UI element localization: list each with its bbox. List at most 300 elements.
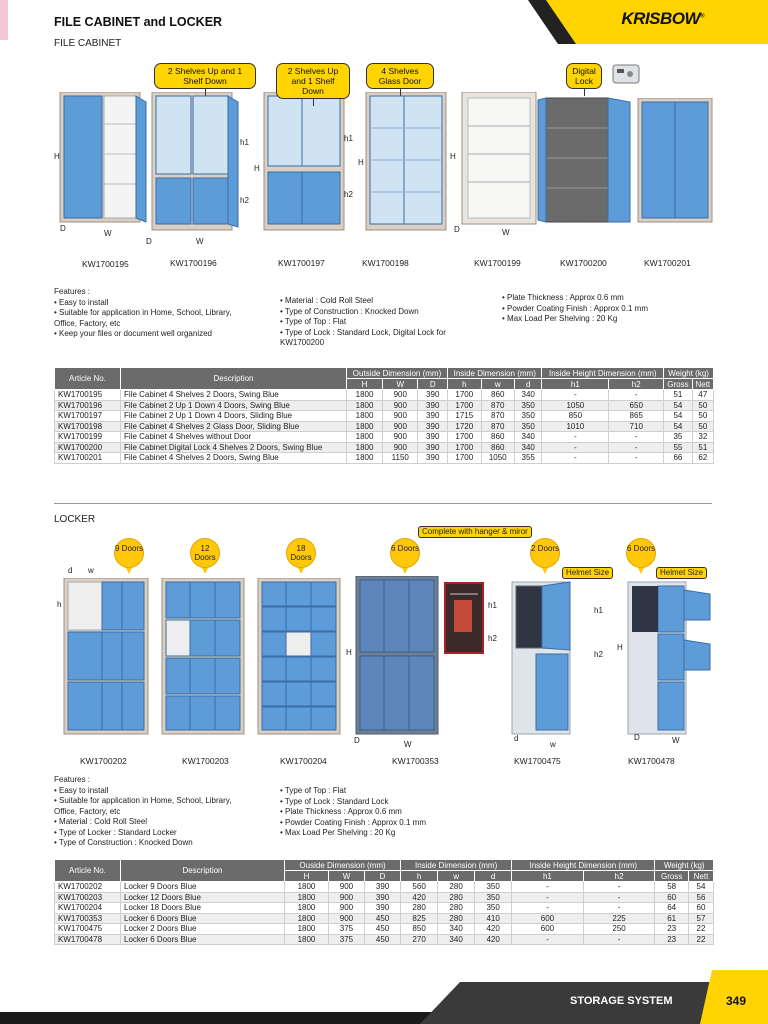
locker-kw1700202-image	[62, 578, 152, 738]
value-cell: -	[609, 390, 664, 401]
value-cell: 825	[401, 913, 438, 924]
dim-label: h1	[594, 606, 603, 615]
dim-label: H	[54, 152, 60, 161]
col-subheader: H	[285, 871, 329, 882]
col-header-article: Article No.	[55, 368, 121, 390]
description-cell: File Cabinet 2 Up 1 Down 4 Doors, Swing Blue	[121, 400, 347, 411]
description-cell: File Cabinet 4 Shelves without Door	[121, 432, 347, 443]
value-cell: 860	[481, 432, 514, 443]
col-subheader: Nett	[688, 871, 713, 882]
table-row	[55, 432, 714, 443]
product-code: KW1700202	[80, 756, 127, 766]
description-cell: Locker 2 Doors Blue	[121, 924, 285, 935]
col-subheader: Nett	[692, 379, 713, 390]
dim-label: d	[514, 734, 519, 743]
section-divider	[54, 503, 712, 504]
dim-label: W	[672, 736, 680, 745]
value-cell: 1700	[448, 442, 481, 453]
pin-6-doors-helmet: 6 Doors	[626, 538, 656, 578]
value-cell: 225	[583, 913, 655, 924]
description-cell: File Cabinet 2 Up 1 Down 4 Doors, Sliding Blue	[121, 411, 347, 422]
value-cell: 1800	[347, 421, 383, 432]
product-code: KW1700198	[362, 258, 409, 268]
locker-features-col1	[54, 775, 231, 849]
feature-item: • Type of Lock : Standard Lock	[280, 796, 389, 806]
value-cell: 1715	[448, 411, 481, 422]
cabinet-kw1700199-image	[460, 92, 540, 232]
locker-features-col2	[280, 786, 426, 839]
value-cell: 390	[418, 442, 448, 453]
col-header-inside-height: Inside Height Dimension (mm)	[512, 860, 655, 871]
value-cell: 270	[401, 934, 438, 945]
col-subheader: D	[418, 379, 448, 390]
locker-kw1700203-image	[160, 578, 248, 738]
cabinet-spec-table	[54, 367, 714, 464]
value-cell: 1010	[542, 421, 609, 432]
value-cell: 350	[475, 892, 512, 903]
cabinet-kw1700195-image	[58, 92, 148, 232]
product-code: KW1700475	[514, 756, 561, 766]
description-cell: File Cabinet 4 Shelves 2 Doors, Swing Blue	[121, 390, 347, 401]
dim-label: H	[346, 648, 352, 657]
value-cell: 54	[664, 411, 692, 422]
value-cell: 600	[512, 924, 584, 935]
dim-label: h1	[240, 138, 249, 147]
col-header-inside: Inside Dimension (mm)	[401, 860, 512, 871]
value-cell: 250	[583, 924, 655, 935]
table-row	[55, 903, 714, 914]
col-header-weight: Weight (kg)	[655, 860, 714, 871]
dim-label: h2	[240, 196, 249, 205]
product-code: KW1700195	[82, 259, 129, 269]
value-cell: 900	[328, 913, 364, 924]
value-cell: 1700	[448, 432, 481, 443]
value-cell: 23	[655, 934, 689, 945]
table-row	[55, 892, 714, 903]
value-cell: 54	[664, 421, 692, 432]
product-code: KW1700200	[560, 258, 607, 268]
value-cell: 1050	[542, 400, 609, 411]
product-code: KW1700353	[392, 756, 439, 766]
value-cell: 375	[328, 924, 364, 935]
page-title: FILE CABINET and LOCKER	[54, 15, 223, 29]
locker-kw1700353-image	[354, 576, 442, 738]
value-cell: 450	[365, 924, 401, 935]
article-cell: KW1700200	[55, 442, 121, 453]
features-heading: Features :	[54, 287, 91, 296]
article-cell: KW1700195	[55, 390, 121, 401]
value-cell: 280	[438, 892, 475, 903]
product-code: KW1700196	[170, 258, 217, 268]
value-cell: 47	[692, 390, 713, 401]
value-cell: 54	[688, 882, 713, 893]
dim-label: H	[450, 152, 456, 161]
value-cell: 420	[475, 924, 512, 935]
dim-label: h2	[488, 634, 497, 643]
feature-item: • Suitable for application in Home, School, Library,	[54, 796, 232, 805]
dim-label: w	[550, 740, 556, 749]
col-subheader: d	[475, 871, 512, 882]
col-subheader: w	[481, 379, 514, 390]
col-subheader: D	[365, 871, 401, 882]
section-title-locker: LOCKER	[54, 514, 96, 525]
product-code: KW1700197	[278, 258, 325, 268]
article-cell: KW1700203	[55, 892, 121, 903]
article-cell: KW1700201	[55, 453, 121, 464]
value-cell: 1700	[448, 400, 481, 411]
description-cell: Locker 18 Doors Blue	[121, 903, 285, 914]
value-cell: 390	[418, 411, 448, 422]
col-subheader: h	[448, 379, 481, 390]
col-subheader: h1	[542, 379, 609, 390]
value-cell: -	[542, 442, 609, 453]
value-cell: -	[542, 432, 609, 443]
value-cell: 350	[514, 421, 541, 432]
value-cell: -	[609, 442, 664, 453]
value-cell: 1800	[285, 892, 329, 903]
pin-12-doors: 12 Doors	[190, 538, 220, 578]
description-cell: Locker 6 Doors Blue	[121, 934, 285, 945]
feature-item: • Type of Construction : Knocked Down	[280, 306, 419, 316]
dim-label: D	[634, 733, 640, 742]
callout-glass-door: 4 Shelves Glass Door	[366, 63, 434, 89]
feature-item: • Material : Cold Roll Steel	[54, 817, 148, 826]
value-cell: -	[609, 453, 664, 464]
cabinet-features-col2	[280, 296, 446, 349]
value-cell: 57	[688, 913, 713, 924]
feature-item: • Suitable for application in Home, School, Library,	[54, 308, 232, 317]
value-cell: 350	[475, 882, 512, 893]
col-subheader: W	[328, 871, 364, 882]
dim-label: W	[502, 228, 510, 237]
col-subheader: W	[383, 379, 418, 390]
col-header-outside: Ouside Dimension (mm)	[285, 860, 401, 871]
product-code: KW1700201	[644, 258, 691, 268]
value-cell: 390	[418, 421, 448, 432]
callout-shelves-kw1700197: 2 Shelves Up and 1 Shelf Down	[276, 63, 350, 99]
value-cell: 900	[383, 421, 418, 432]
dim-label: H	[617, 643, 623, 652]
pin-6-doors: 6 Doors	[390, 538, 420, 578]
cabinet-features-col3	[502, 293, 648, 325]
value-cell: -	[512, 934, 584, 945]
value-cell: 340	[438, 934, 475, 945]
product-code: KW1700203	[182, 756, 229, 766]
table-row	[55, 400, 714, 411]
section-title-file-cabinet: FILE CABINET	[54, 38, 122, 49]
description-cell: Locker 6 Doors Blue	[121, 913, 285, 924]
pin-2-doors: 2 Doors	[530, 538, 560, 578]
value-cell: 280	[401, 903, 438, 914]
article-cell: KW1700198	[55, 421, 121, 432]
value-cell: -	[583, 882, 655, 893]
description-cell: Locker 9 Doors Blue	[121, 882, 285, 893]
value-cell: 340	[514, 432, 541, 443]
value-cell: 860	[481, 442, 514, 453]
value-cell: -	[542, 390, 609, 401]
value-cell: 340	[514, 442, 541, 453]
feature-item: Office, Factory, etc	[54, 318, 121, 328]
description-cell: File Cabinet Digital Lock 4 Shelves 2 Doors, Swing Blue	[121, 442, 347, 453]
value-cell: -	[583, 892, 655, 903]
dim-label: w	[88, 566, 94, 575]
value-cell: 280	[438, 903, 475, 914]
article-cell: KW1700197	[55, 411, 121, 422]
article-cell: KW1700196	[55, 400, 121, 411]
dim-label: h1	[488, 601, 497, 610]
dim-label: h	[57, 600, 62, 609]
value-cell: 280	[438, 913, 475, 924]
value-cell: 58	[655, 882, 689, 893]
value-cell: 1800	[285, 934, 329, 945]
value-cell: 1800	[285, 924, 329, 935]
value-cell: 350	[514, 411, 541, 422]
feature-item: • Easy to install	[54, 785, 109, 795]
value-cell: 900	[328, 882, 364, 893]
product-code: KW1700478	[628, 756, 675, 766]
value-cell: 390	[365, 892, 401, 903]
dim-label: D	[60, 224, 66, 233]
cabinet-kw1700201-image	[636, 98, 716, 228]
value-cell: 390	[418, 390, 448, 401]
value-cell: 375	[328, 934, 364, 945]
article-cell: KW1700478	[55, 934, 121, 945]
description-cell: File Cabinet 4 Shelves 2 Doors, Swing Blue	[121, 453, 347, 464]
dim-label: W	[196, 237, 204, 246]
value-cell: 280	[438, 882, 475, 893]
col-subheader: Gross	[664, 379, 692, 390]
dim-label: W	[104, 229, 112, 238]
dim-label: H	[358, 158, 364, 167]
product-code: KW1700204	[280, 756, 327, 766]
value-cell: 51	[692, 442, 713, 453]
value-cell: 56	[688, 892, 713, 903]
product-code: KW1700199	[474, 258, 521, 268]
value-cell: 710	[609, 421, 664, 432]
table-row	[55, 882, 714, 893]
col-header-description: Description	[121, 368, 347, 390]
feature-item: • Type of Construction : Knocked Down	[54, 838, 193, 847]
value-cell: 450	[365, 913, 401, 924]
value-cell: 450	[365, 934, 401, 945]
value-cell: 900	[383, 390, 418, 401]
tag-hanger-mirror: Complete with hanger & miror	[418, 526, 532, 538]
value-cell: 340	[438, 924, 475, 935]
feature-item: • Type of Lock : Standard Lock, Digital Lock for	[280, 327, 446, 337]
description-cell: Locker 12 Doors Blue	[121, 892, 285, 903]
value-cell: 390	[365, 903, 401, 914]
callout-digital-lock: Digital Lock	[566, 63, 602, 89]
dim-label: W	[404, 740, 412, 749]
value-cell: 1800	[347, 411, 383, 422]
feature-item: • Powder Coating Finish : Approx 0.1 mm	[280, 817, 426, 827]
value-cell: -	[542, 453, 609, 464]
value-cell: 390	[418, 432, 448, 443]
article-cell: KW1700202	[55, 882, 121, 893]
value-cell: -	[512, 892, 584, 903]
value-cell: 420	[475, 934, 512, 945]
value-cell: 22	[688, 934, 713, 945]
value-cell: 1800	[347, 400, 383, 411]
value-cell: 420	[401, 892, 438, 903]
value-cell: 60	[655, 892, 689, 903]
feature-item: Office, Factory, etc	[54, 806, 121, 816]
value-cell: 900	[383, 442, 418, 453]
value-cell: 900	[328, 903, 364, 914]
callout-shelves-kw1700196: 2 Shelves Up and 1 Shelf Down	[154, 63, 256, 89]
value-cell: -	[583, 903, 655, 914]
value-cell: 22	[688, 924, 713, 935]
table-row	[55, 421, 714, 432]
tag-helmet-size: Helmet Size	[656, 567, 707, 579]
table-row	[55, 390, 714, 401]
value-cell: 32	[692, 432, 713, 443]
value-cell: 64	[655, 903, 689, 914]
cabinet-features-col1	[54, 287, 231, 340]
article-cell: KW1700199	[55, 432, 121, 443]
col-subheader: h1	[512, 871, 584, 882]
locker-kw1700478-image	[626, 580, 714, 740]
feature-item: • Max Load Per Shelving : 20 Kg	[280, 828, 396, 837]
value-cell: 1800	[285, 903, 329, 914]
value-cell: 1800	[347, 390, 383, 401]
value-cell: 50	[692, 411, 713, 422]
value-cell: 600	[512, 913, 584, 924]
value-cell: 1800	[285, 882, 329, 893]
value-cell: 870	[481, 421, 514, 432]
col-header-inside: Inside Dimension (mm)	[448, 368, 542, 379]
dim-label: h2	[344, 190, 353, 199]
value-cell: 1700	[448, 390, 481, 401]
feature-item: • Powder Coating Finish : Approx 0.1 mm	[502, 303, 648, 313]
feature-item: • Plate Thickness : Approx 0.6 mm	[280, 807, 402, 816]
locker-kw1700475-image	[510, 580, 586, 740]
tag-helmet-size: Helmet Size	[562, 567, 613, 579]
value-cell: 355	[514, 453, 541, 464]
feature-item: • Max Load Per Shelving : 20 Kg	[502, 314, 618, 323]
features-heading: Features :	[54, 775, 91, 784]
value-cell: 50	[692, 421, 713, 432]
value-cell: 390	[418, 453, 448, 464]
col-subheader: h2	[583, 871, 655, 882]
table-row	[55, 934, 714, 945]
value-cell: 900	[383, 432, 418, 443]
value-cell: 390	[418, 400, 448, 411]
dim-label: h2	[594, 650, 603, 659]
cabinet-kw1700200-image	[536, 92, 636, 232]
col-subheader: Gross	[655, 871, 689, 882]
col-subheader: h2	[609, 379, 664, 390]
value-cell: 850	[542, 411, 609, 422]
dim-label: D	[146, 237, 152, 246]
col-subheader: H	[347, 379, 383, 390]
value-cell: 1720	[448, 421, 481, 432]
col-subheader: h	[401, 871, 438, 882]
col-subheader: w	[438, 871, 475, 882]
value-cell: 850	[401, 924, 438, 935]
value-cell: 1150	[383, 453, 418, 464]
value-cell: 870	[481, 400, 514, 411]
value-cell: 1800	[347, 432, 383, 443]
value-cell: 860	[481, 390, 514, 401]
feature-item: • Plate Thickness : Approx 0.6 mm	[502, 293, 624, 302]
col-header-article: Article No.	[55, 860, 121, 882]
value-cell: 560	[401, 882, 438, 893]
value-cell: 1800	[285, 913, 329, 924]
locker-kw1700204-image	[256, 578, 344, 738]
value-cell: 51	[664, 390, 692, 401]
col-header-weight: Weight (kg)	[664, 368, 714, 379]
value-cell: -	[512, 903, 584, 914]
footer-section-label: STORAGE SYSTEM	[570, 995, 673, 1007]
value-cell: -	[583, 934, 655, 945]
value-cell: 350	[475, 903, 512, 914]
value-cell: 60	[688, 903, 713, 914]
article-cell: KW1700353	[55, 913, 121, 924]
dim-label: h1	[344, 134, 353, 143]
value-cell: -	[512, 882, 584, 893]
value-cell: 55	[664, 442, 692, 453]
value-cell: 50	[692, 400, 713, 411]
brand-logo: KRISBOW®	[621, 9, 704, 28]
table-row	[55, 924, 714, 935]
value-cell: 650	[609, 400, 664, 411]
feature-item: • Type of Top : Flat	[280, 786, 347, 795]
value-cell: 390	[365, 882, 401, 893]
article-cell: KW1700475	[55, 924, 121, 935]
value-cell: -	[609, 432, 664, 443]
value-cell: 340	[514, 390, 541, 401]
value-cell: 35	[664, 432, 692, 443]
col-subheader: d	[514, 379, 541, 390]
cabinet-kw1700196-image	[150, 92, 240, 237]
digital-lock-icon	[612, 64, 640, 84]
pin-9-doors: 9 Doors	[114, 538, 144, 578]
value-cell: 23	[655, 924, 689, 935]
col-header-outside: Outside Dimension (mm)	[347, 368, 448, 379]
feature-item: KW1700200	[280, 338, 325, 347]
feature-item: • Type of Locker : Standard Locker	[54, 827, 177, 837]
locker-interior-hanger-image	[444, 582, 484, 654]
dim-label: D	[454, 225, 460, 234]
value-cell: 1700	[448, 453, 481, 464]
value-cell: 62	[692, 453, 713, 464]
value-cell: 1800	[347, 453, 383, 464]
table-row	[55, 453, 714, 464]
value-cell: 865	[609, 411, 664, 422]
table-row	[55, 442, 714, 453]
locker-spec-table	[54, 859, 714, 945]
feature-item: • Material : Cold Roll Steel	[280, 296, 374, 305]
col-header-inside-height: Inside Height Dimension (mm)	[542, 368, 664, 379]
table-row	[55, 411, 714, 422]
page-edge-tab	[0, 0, 8, 40]
value-cell: 61	[655, 913, 689, 924]
page-number: 349	[726, 994, 747, 1008]
description-cell: File Cabinet 4 Shelves 2 Glass Door, Sliding Blue	[121, 421, 347, 432]
value-cell: 900	[383, 400, 418, 411]
value-cell: 1050	[481, 453, 514, 464]
value-cell: 900	[383, 411, 418, 422]
value-cell: 870	[481, 411, 514, 422]
feature-item: • Type of Top : Flat	[280, 317, 347, 326]
table-row	[55, 913, 714, 924]
pin-18-doors: 18 Doors	[286, 538, 316, 578]
dim-label: H	[254, 164, 260, 173]
value-cell: 410	[475, 913, 512, 924]
value-cell: 1800	[347, 442, 383, 453]
dim-label: D	[354, 736, 360, 745]
